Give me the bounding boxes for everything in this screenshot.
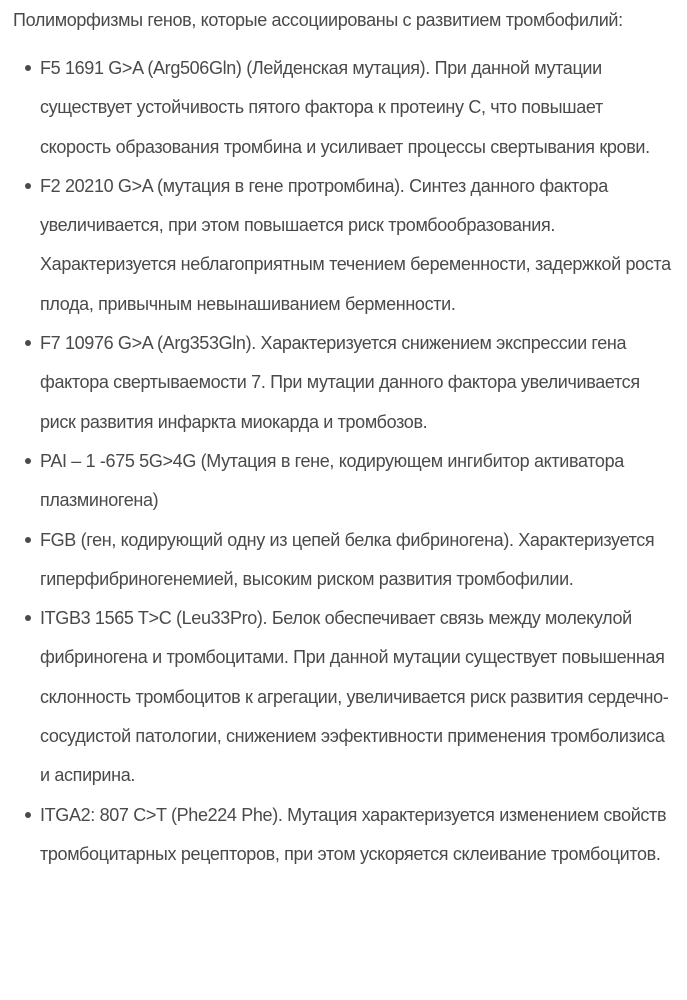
list-item [13, 521, 677, 600]
bullet-icon [25, 615, 31, 621]
intro-paragraph: Полиморфизмы генов, которые ассоциированы с развитием тромбофилий: [13, 10, 623, 30]
list-item-text: F7 10976 G>A (Arg353Gln). Характеризуется снижением экспрессии гена фактора свертываемости 7. При мутации данного фактора увеличивается риск развития инфаркта миокарда и тромбозов. [40, 333, 640, 432]
bullet-icon [25, 183, 31, 189]
list-item [13, 442, 677, 521]
list-item-text: ITGA2: 807 C>T (Phe224 Phe). Мутация характеризуется изменением свойств тромбоцитарных рецепторов, при этом ускоряется склеивание тромбоцитов. [40, 804, 667, 864]
list-item [13, 599, 677, 795]
list-item-text: F5 1691 G>A (Arg506Gln) (Лейденская мутация). При данной мутации существует устойчивость пятого фактора к протеину С, что повышает скорость образования тромбина и усиливает процессы свертывания крови. [40, 58, 650, 157]
list-item [13, 796, 677, 875]
list-item [13, 324, 677, 442]
list-item-text: PAI – 1 -675 5G>4G (Мутация в гене, кодирующем ингибитор активатора плазминогена) [40, 450, 624, 511]
list-item-text: FGB (ген, кодирующий одну из цепей белка фибриногена). Характеризуется гиперфибриногенемией, высоким риском развития тромбофилии. [40, 529, 655, 589]
polymorphism-list [13, 49, 677, 874]
list-item [13, 49, 677, 167]
list-item-text: ITGB3 1565 T>C (Leu33Pro). Белок обеспечивает связь между молекулой фибриногена и тромбоцитами. При данной мутации существует повышенная склонность тромбоцитов к агрегации, увеличивается риск развития сердечно-сосудистой патологии, снижением ээфективности применения тромболизиса и аспирина. [40, 608, 669, 786]
list-item-text: F2 20210 G>A (мутация в гене протромбина). Синтез данного фактора увеличивается, при этом повышается риск тромбообразования. Характеризуется неблагоприятным течением беременности, задержкой роста плода, привычным невынашиванием берменности. [40, 175, 671, 314]
bullet-icon [25, 458, 31, 464]
bullet-icon [25, 340, 31, 346]
bullet-icon [25, 812, 31, 818]
bullet-icon [25, 65, 31, 71]
list-item [13, 167, 677, 324]
bullet-icon [25, 537, 31, 543]
